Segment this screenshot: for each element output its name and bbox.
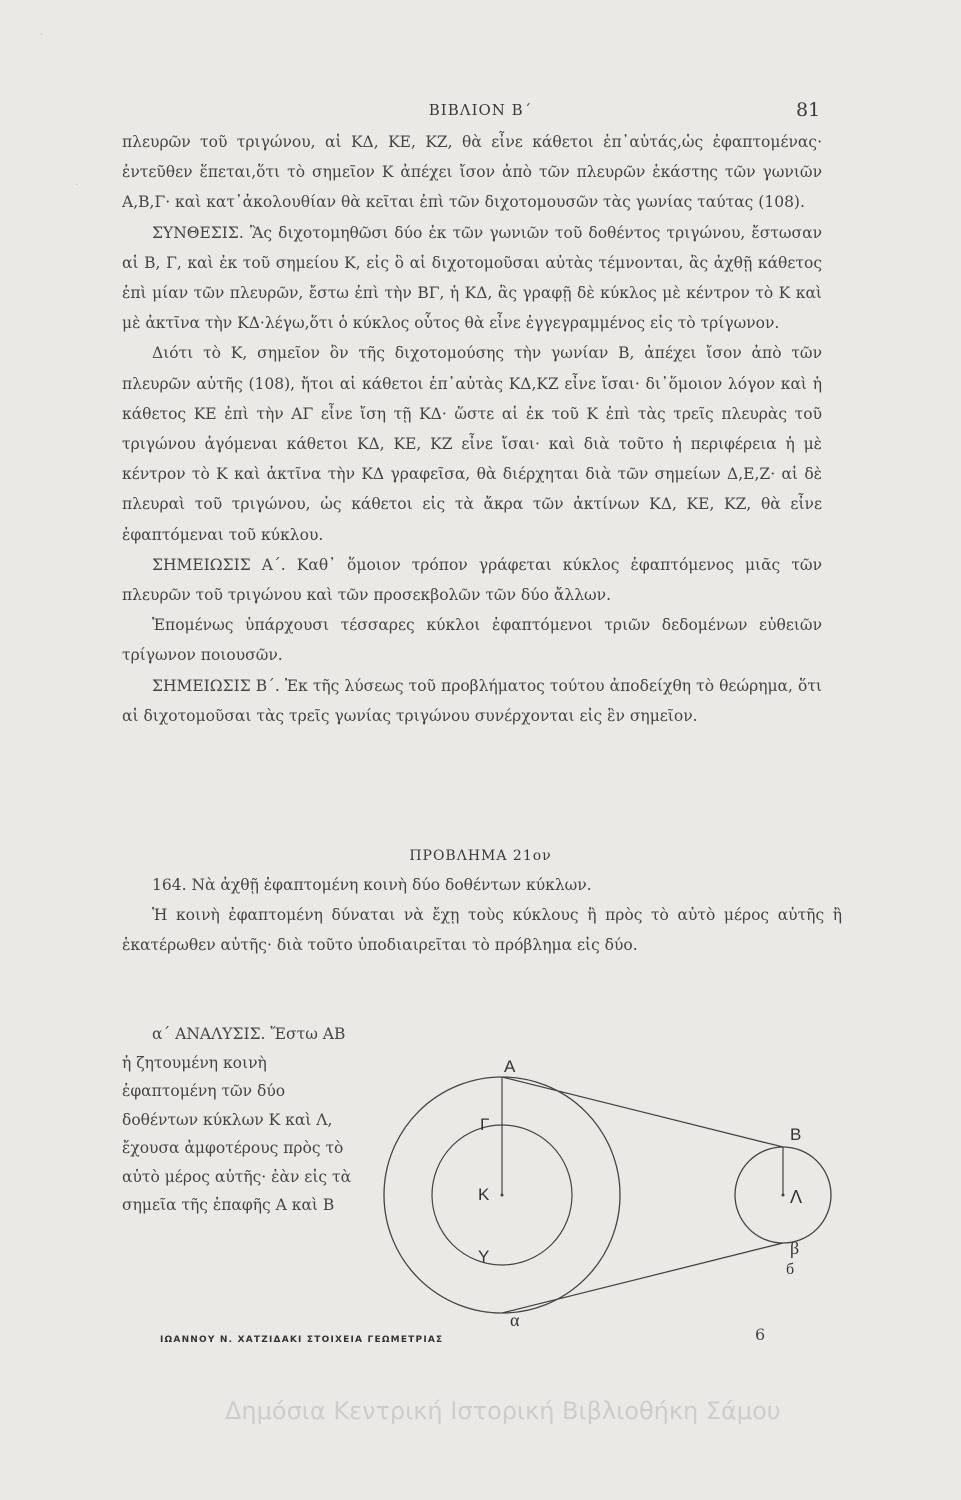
paragraph-note-b: ΣΗΜΕΙΩΣΙΣ Β΄. Ἐκ τῆς λύσεως τοῦ προβλήματος τούτου ἀποδείχθη τὸ θεώρημα, ὅτι αἱ διχοτομοῦσαι τὰς τρεῖς γωνίας τριγώνου συνέρχονται εἰς ἓν σημεῖον. <box>122 676 822 725</box>
paragraph-note-a: ΣΗΜΕΙΩΣΙΣ Α΄. Καθ᾽ ὅμοιον τρόπον γράφεται κύκλος ἐφαπτόμενος μιᾶς τῶν πλευρῶν τοῦ τριγώνου καὶ τῶν προσεκβολῶν τῶν δύο ἄλλων. <box>122 555 822 605</box>
footer-book-title: ΙΩΑΝΝΟΥ Ν. ΧΑΤΖΙΔΑΚΙ ΣΤΟΙΧΕΙΑ ΓΕΩΜΕΤΡΙΑΣ <box>160 1335 444 1345</box>
tangent-line-lower <box>502 1243 783 1313</box>
label-l: Λ <box>790 1187 803 1207</box>
problem-statement: 164. Νὰ ἀχθῇ ἐφαπτομένη κοινὴ δύο δοθέντων κύκλων. <box>152 876 592 894</box>
page-number: 81 <box>796 99 821 121</box>
problem-description: Ἡ κοινὴ ἐφαπτομένη δύναται νὰ ἔχῃ τοὺς κύκλους ἢ πρὸς τὸ αὐτὸ μέρος αὐτῆς ἢ ἑκατέρωθεν αὐτῆς· διὰ τοῦτο ὑποδιαιρεῖται τὸ πρόβλημα εἰς δύο. <box>122 906 842 955</box>
label-g: Γ <box>480 1115 490 1134</box>
library-watermark: Δημόσια Κεντρική Ιστορική Βιβλιοθήκη Σάμου <box>225 1397 781 1425</box>
tangent-circles-figure <box>380 1058 860 1328</box>
label-alpha: α <box>510 1310 520 1328</box>
center-l-point <box>782 1194 785 1197</box>
paragraph-consequence: Ἑπομένως ὑπάρχουσι τέσσαρες κύκλοι ἐφαπτόμενοι τριῶν δεδομένων εὐθειῶν τρίγωνον ποιουσῶν. <box>122 616 822 665</box>
problem-text <box>122 870 842 961</box>
label-k: Κ <box>478 1185 490 1204</box>
footer-signature: 6 <box>755 1325 766 1344</box>
label-b: Β <box>790 1125 802 1144</box>
tangent-line-ab <box>502 1077 783 1147</box>
analysis-text <box>122 1020 354 1220</box>
paragraph-proof: Διότι τὸ Κ, σημεῖον ὂν τῆς διχοτομούσης τὴν γωνίαν Β, ἀπέχει ἴσον ἀπὸ τῶν πλευρῶν αὐτῆς (108), ἤτοι αἱ κάθετοι ἐπ᾽αὐτὰς ΚΔ,ΚΖ εἶνε ἴσαι· δι᾽ὅμοιον λόγον καὶ ἡ κάθετος ΚΕ ἐπὶ τὴν ΑΓ εἶνε ἴση τῇ ΚΔ· ὥστε αἱ ἐκ τοῦ Κ ἐπὶ τὰς τρεῖς πλευρὰς τοῦ τριγώνου ἀγόμεναι κάθετοι ΚΔ, ΚΕ, ΚΖ εἶνε ἴσαι· καὶ διὰ τοῦτο ἡ περιφέρεια ἡ μὲ κέντρον τὸ Κ καὶ ἀκτῖνα τὴν ΚΔ γραφεῖσα, θὰ διέρχηται διὰ τῶν σημείων Δ,Ε,Ζ· αἱ δὲ πλευραὶ τοῦ τριγώνου, ὡς κάθετοι εἰς τὰ ἄκρα τῶν ἀκτίνων ΚΔ, ΚΕ, ΚΖ, θὰ εἶνε ἐφαπτόμεναι τοῦ κύκλου. <box>122 344 822 544</box>
analysis-paragraph: α΄ ΑΝΑΛΥΣΙΣ. Ἔστω ΑΒ ἡ ζητουμένη κοινὴ ἐφαπτομένη τῶν δύο δοθέντων κύκλων Κ καὶ Λ, ἔχουσα ἀμφοτέρους πρὸς τὸ αὐτὸ μέρος αὐτῆς· ἐὰν εἰς τὰ σημεῖα τῆς ἐπαφῆς Α καὶ Β <box>122 1025 352 1214</box>
label-a: Α <box>504 1058 516 1076</box>
paragraph: πλευρῶν τοῦ τριγώνου, αἱ ΚΔ, ΚΕ, ΚΖ, θὰ εἶνε κάθετοι ἐπ᾽αὐτάς,ὡς ἐφαπτομένας· ἐντεῦθεν ἕπεται,ὅτι τὸ σημεῖον Κ ἀπέχει ἴσον ἀπὸ τῶν πλευρῶν ἑκάστης τῶν γωνιῶν Α,Β,Γ· καὶ κατ᾽ἀκολουθίαν θὰ κεῖται ἐπὶ τῶν διχοτομουσῶν τὰς γωνίας ταύτας (108). <box>122 133 822 212</box>
running-head: ΒΙΒΛΙΟΝ Β΄ <box>428 101 533 119</box>
problem-heading: ΠΡΟΒΛΗΜΑ 21ον <box>409 848 552 864</box>
label-b-lower: б <box>786 1261 795 1278</box>
center-k-point <box>501 1194 504 1197</box>
paragraph-synthesis: ΣΥΝΘΕΣΙΣ. Ἂς διχοτομηθῶσι δύο ἐκ τῶν γωνιῶν τοῦ δοθέντος τριγώνου, ἔστωσαν αἱ Β, Γ, καὶ ἐκ τοῦ σημείου Κ, εἰς ὃ αἱ διχοτομοῦσαι αὐτὰς τέμνονται, ἂς ἀχθῇ κάθετος ἐπὶ μίαν τῶν πλευρῶν, ἔστω ἐπὶ τὴν ΒΓ, ἡ ΚΔ, ἂς γραφῇ δὲ κύκλος μὲ κέντρον τὸ Κ καὶ μὲ ἀκτῖνα τὴν ΚΔ·λέγω,ὅτι ὁ κύκλος οὗτος θὰ εἶνε ἐγγεγραμμένος εἰς τὸ τρίγωνον. <box>122 223 822 333</box>
scan-speck: · <box>40 30 44 41</box>
scan-speck: · <box>75 180 79 191</box>
main-text <box>122 127 822 731</box>
label-beta: β <box>790 1238 800 1258</box>
label-y: Υ <box>478 1247 490 1266</box>
